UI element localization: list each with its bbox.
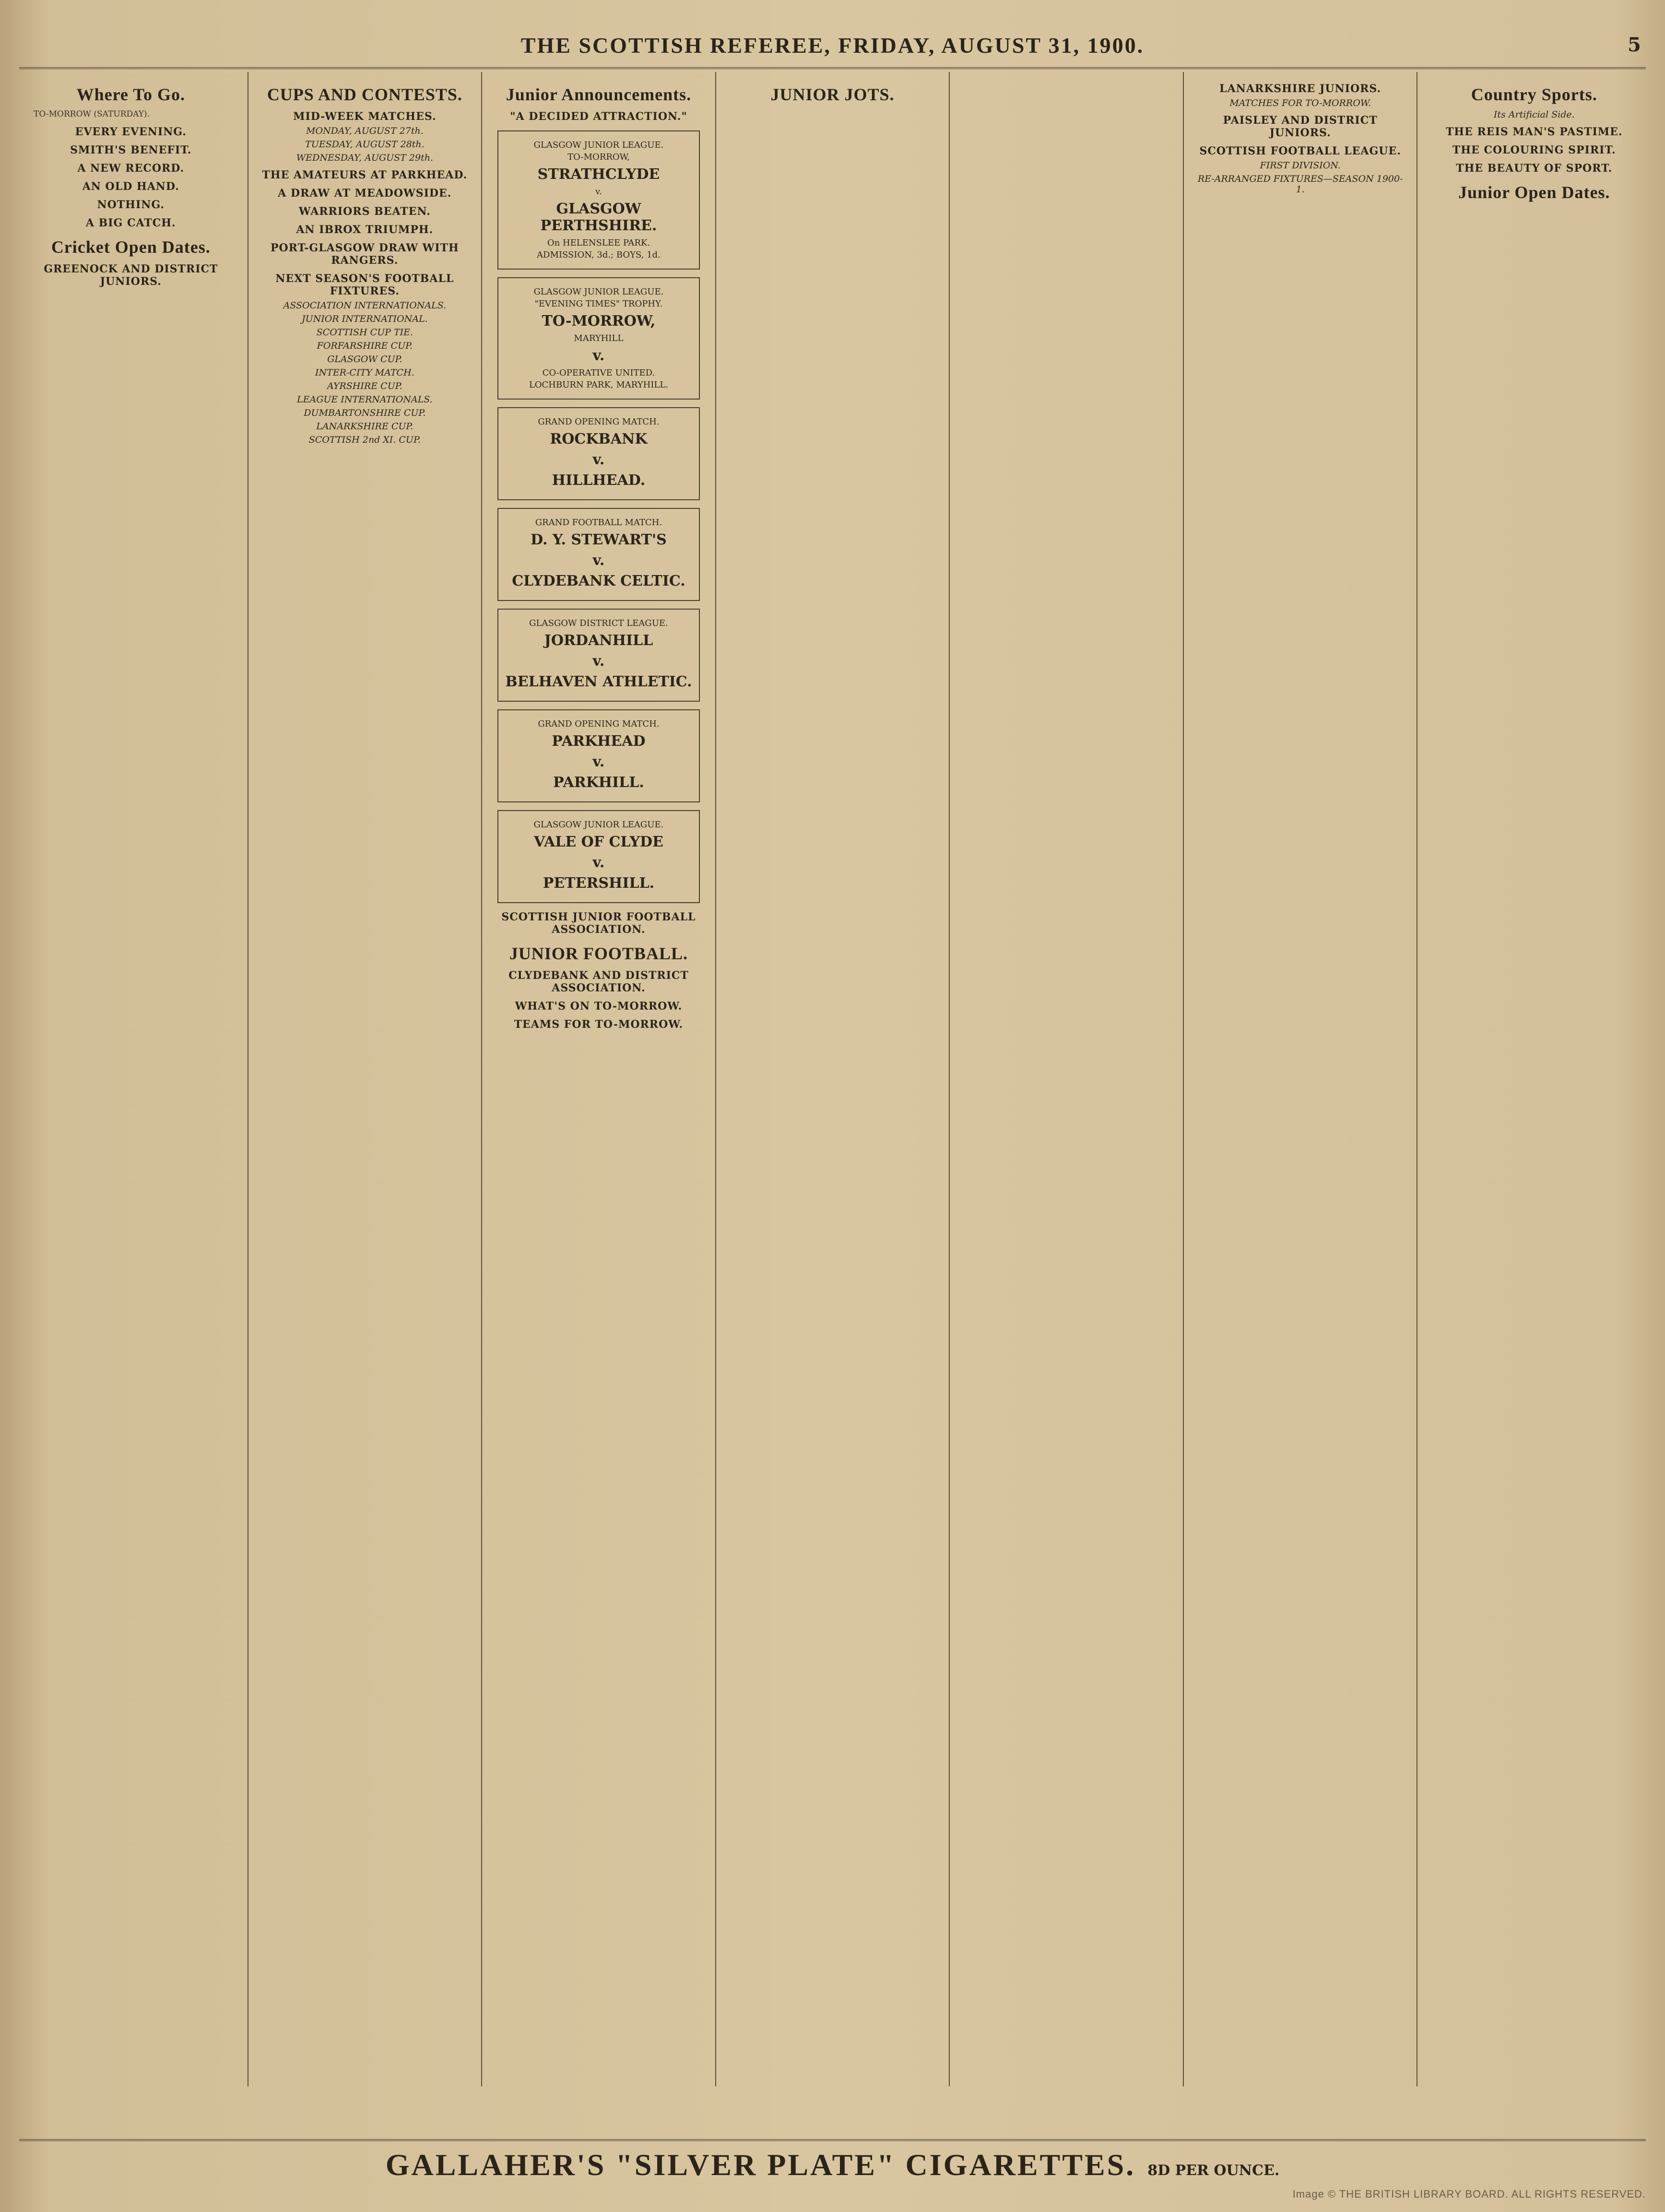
section-heading: NEXT SEASON'S FOOTBALL FIXTURES. bbox=[275, 272, 454, 297]
column-3 bbox=[482, 72, 716, 2086]
announcement-line: v. bbox=[592, 347, 605, 364]
announcement-line: GLASGOW DISTRICT LEAGUE. bbox=[529, 618, 668, 628]
column-5 bbox=[950, 72, 1184, 2086]
column-7 bbox=[1417, 72, 1651, 2086]
section-heading: SCOTTISH 2nd XI. CUP. bbox=[308, 435, 421, 445]
section-heading: A DRAW AT MEADOWSIDE. bbox=[278, 187, 452, 200]
column-6 bbox=[1184, 72, 1418, 2086]
announcement-line: GLASGOW PERTHSHIRE. bbox=[540, 200, 657, 234]
section-heading: JUNIOR FOOTBALL. bbox=[509, 944, 688, 963]
section-heading: Country Sports. bbox=[1471, 85, 1597, 104]
section-heading: LANARKSHIRE CUP. bbox=[316, 421, 413, 432]
section-heading: WHAT'S ON TO-MORROW. bbox=[515, 1000, 683, 1012]
announcement-line: PETERSHILL. bbox=[543, 875, 655, 892]
section-heading: A BIG CATCH. bbox=[85, 216, 176, 229]
footer-ad-text: GALLAHER'S "SILVER PLATE" CIGARETTES. bbox=[385, 2148, 1136, 2182]
section-heading: NOTHING. bbox=[97, 198, 165, 211]
section-heading: PORT-GLASGOW DRAW WITH RANGERS. bbox=[270, 242, 459, 267]
section-heading: THE REIS MAN'S PASTIME. bbox=[1445, 126, 1623, 138]
section-heading: CLYDEBANK AND DISTRICT ASSOCIATION. bbox=[508, 969, 689, 994]
section-heading: "A DECIDED ATTRACTION." bbox=[510, 110, 687, 123]
section-heading: PAISLEY AND DISTRICT JUNIORS. bbox=[1223, 114, 1378, 139]
announcement-line: v. bbox=[595, 187, 602, 197]
announcement-line: CO-OPERATIVE UNITED. bbox=[542, 368, 655, 378]
announcement-line: ADMISSION, 3d.; BOYS, 1d. bbox=[537, 250, 661, 260]
announcement-line: v. bbox=[592, 854, 605, 871]
footer-ad-price: 8D PER OUNCE. bbox=[1147, 2162, 1280, 2179]
announcement-line: v. bbox=[592, 451, 605, 468]
page-number: 5 bbox=[1628, 34, 1641, 56]
section-heading: INTER-CITY MATCH. bbox=[315, 367, 414, 378]
announcement-line: v. bbox=[592, 753, 605, 770]
announcement-line: On HELENSLEE PARK. bbox=[547, 238, 650, 248]
announcement-line: STRATHCLYDE bbox=[537, 166, 660, 183]
section-heading: TEAMS FOR TO-MORROW. bbox=[514, 1018, 684, 1031]
section-heading: FORFARSHIRE CUP. bbox=[317, 341, 413, 351]
section-heading: AN OLD HAND. bbox=[82, 180, 179, 193]
section-heading: MONDAY, AUGUST 27th. bbox=[306, 126, 424, 136]
section-heading: SCOTTISH JUNIOR FOOTBALL ASSOCIATION. bbox=[501, 911, 696, 936]
section-heading: MATCHES FOR TO-MORROW. bbox=[1229, 98, 1371, 108]
announcement-line: VALE OF CLYDE bbox=[534, 834, 663, 850]
announcement-line: v. bbox=[592, 653, 605, 670]
column-1 bbox=[14, 72, 248, 2086]
section-heading: DUMBARTONSHIRE CUP. bbox=[304, 408, 426, 418]
announcement-line: D. Y. STEWART'S bbox=[531, 531, 667, 548]
section-heading: LEAGUE INTERNATIONALS. bbox=[297, 394, 433, 405]
announcement-line: PARKHILL. bbox=[553, 774, 644, 791]
section-heading: WEDNESDAY, AUGUST 29th. bbox=[296, 153, 433, 163]
footer-advertisement bbox=[19, 2139, 1646, 2184]
match-announcement bbox=[497, 277, 700, 400]
section-heading: LANARKSHIRE JUNIORS. bbox=[1219, 82, 1382, 95]
masthead-title: THE SCOTTISH REFEREE, FRIDAY, AUGUST 31, 1900. bbox=[520, 33, 1145, 58]
match-announcement bbox=[497, 130, 700, 270]
announcement-line: v. bbox=[592, 552, 605, 569]
section-heading: FIRST DIVISION. bbox=[1260, 160, 1341, 171]
section-heading: EVERY EVENING. bbox=[75, 125, 187, 138]
section-heading: Junior Open Dates. bbox=[1458, 183, 1610, 202]
section-heading: Where To Go. bbox=[76, 85, 185, 104]
section-heading: MID-WEEK MATCHES. bbox=[293, 110, 437, 123]
announcement-line: CLYDEBANK CELTIC. bbox=[512, 573, 685, 589]
section-heading: GLASGOW CUP. bbox=[327, 354, 402, 365]
match-announcement bbox=[497, 810, 700, 903]
match-announcement bbox=[497, 709, 700, 802]
section-heading: GREENOCK AND DISTRICT JUNIORS. bbox=[44, 262, 218, 288]
section-heading: SCOTTISH FOOTBALL LEAGUE. bbox=[1199, 145, 1401, 157]
section-heading: SMITH'S BENEFIT. bbox=[70, 143, 192, 156]
match-announcement bbox=[497, 508, 700, 601]
column-4 bbox=[716, 72, 950, 2086]
announcement-line: TO-MORROW, bbox=[567, 152, 630, 162]
section-heading: THE COLOURING SPIRIT. bbox=[1452, 144, 1616, 156]
section-heading: TUESDAY, AUGUST 28th. bbox=[305, 139, 425, 150]
announcement-line: GRAND OPENING MATCH. bbox=[538, 719, 660, 729]
section-heading: THE BEAUTY OF SPORT. bbox=[1456, 162, 1613, 175]
columns bbox=[14, 72, 1651, 2086]
announcement-line: BELHAVEN ATHLETIC. bbox=[505, 673, 692, 690]
announcement-line: GRAND OPENING MATCH. bbox=[538, 417, 660, 427]
copyright-notice: Image © THE BRITISH LIBRARY BOARD. ALL RIGHTS RESERVED. bbox=[1292, 2188, 1646, 2200]
announcement-line: GLASGOW JUNIOR LEAGUE. bbox=[533, 820, 664, 830]
section-heading: A NEW RECORD. bbox=[77, 162, 185, 175]
section-heading: ASSOCIATION INTERNATIONALS. bbox=[283, 300, 447, 311]
announcement-line: ROCKBANK bbox=[550, 431, 648, 447]
match-announcement bbox=[497, 609, 700, 702]
announcement-line: GRAND FOOTBALL MATCH. bbox=[535, 518, 662, 528]
announcement-line: GLASGOW JUNIOR LEAGUE. bbox=[533, 287, 664, 297]
announcement-line: HILLHEAD. bbox=[552, 472, 646, 489]
announcement-line: LOCHBURN PARK, MARYHILL. bbox=[529, 380, 669, 390]
section-heading: AYRSHIRE CUP. bbox=[327, 381, 402, 391]
section-heading: CUPS AND CONTESTS. bbox=[267, 85, 462, 104]
announcement-line: TO-MORROW, bbox=[542, 313, 656, 329]
section-heading: WARRIORS BEATEN. bbox=[298, 205, 431, 218]
announcement-line: "EVENING TIMES" TROPHY. bbox=[534, 299, 663, 309]
announcement-line: PARKHEAD bbox=[552, 733, 646, 750]
section-heading: RE-ARRANGED FIXTURES—SEASON 1900-1. bbox=[1197, 174, 1403, 195]
section-heading: AN IBROX TRIUMPH. bbox=[296, 224, 434, 236]
section-heading: Junior Announcements. bbox=[506, 85, 692, 104]
section-heading: SCOTTISH CUP TIE. bbox=[316, 327, 413, 338]
article-text: TO-MORROW (SATURDAY). bbox=[34, 109, 150, 119]
section-heading: JUNIOR INTERNATIONAL. bbox=[302, 314, 428, 324]
section-heading: JUNIOR JOTS. bbox=[770, 85, 895, 104]
column-2 bbox=[248, 72, 483, 2086]
announcement-line: JORDANHILL bbox=[544, 632, 653, 649]
match-announcement bbox=[497, 407, 700, 500]
announcement-line: MARYHILL bbox=[574, 333, 624, 343]
announcement-line: GLASGOW JUNIOR LEAGUE. bbox=[533, 140, 664, 150]
masthead bbox=[19, 24, 1646, 69]
section-heading: THE AMATEURS AT PARKHEAD. bbox=[262, 169, 468, 181]
section-heading: Its Artificial Side. bbox=[1493, 109, 1575, 120]
section-heading: Cricket Open Dates. bbox=[51, 237, 211, 257]
